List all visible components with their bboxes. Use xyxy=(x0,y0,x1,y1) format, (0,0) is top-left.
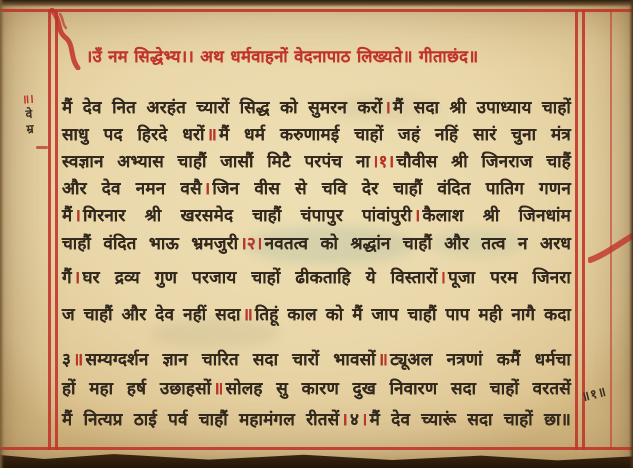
margin-note-line: म्र xyxy=(25,121,35,137)
text-segment: साधु पद हिरदे धरों xyxy=(62,125,205,145)
left-border-rule-outer xyxy=(48,10,51,450)
text-line xyxy=(62,347,571,374)
text-segment: ट्यूअल नत्रणां कमैं धर्मचा xyxy=(390,350,571,370)
margin-note-mark: ॥। xyxy=(21,91,35,107)
text-line xyxy=(62,95,571,122)
red-flourish-icon xyxy=(588,230,633,270)
text-segment: स्वज्ञान अभ्यास चाहौं जासौं मिटै परपंच ना xyxy=(62,152,371,172)
text-segment: चौवीस श्री जिनराज चाहैं xyxy=(396,152,571,172)
text-segment: चाहौं वंदित भाऊ भ्रमजुरी xyxy=(62,234,239,254)
red-danda-mark: । xyxy=(74,206,82,226)
page-right-edge xyxy=(629,0,633,468)
bottom-rule-line xyxy=(0,447,633,450)
red-danda-mark: ।२। xyxy=(240,234,263,254)
text-segment: जिन वीस से चवि देर चाहौं वंदित पातिग गणन xyxy=(212,179,571,199)
red-dash-mark xyxy=(36,146,48,149)
text-segment: गिरनार श्री खरसमेद चाहौं चंपापुर पांवांपुरी xyxy=(83,206,412,226)
text-segment: पूजा परम जिनरा xyxy=(448,268,571,288)
red-danda-mark: ॥ xyxy=(242,305,253,325)
red-danda-mark: ॥ xyxy=(206,125,217,145)
text-line xyxy=(62,376,571,403)
text-line xyxy=(62,149,571,176)
red-danda-mark: । xyxy=(341,410,348,430)
red-danda-mark: । xyxy=(413,206,421,226)
red-danda-mark: ॥ xyxy=(73,350,84,370)
text-segment: गैं xyxy=(62,268,72,288)
text-segment: और देव नमन वसै xyxy=(62,179,202,199)
text-line xyxy=(62,302,571,329)
text-segment: घर द्रव्य गुण परजाय चाहों ढीकताहि ये विस्तारों xyxy=(82,268,438,288)
text-line xyxy=(62,265,571,292)
margin-note-line: वे xyxy=(25,106,33,122)
left-border-rule-inner xyxy=(55,10,58,450)
red-danda-mark: । xyxy=(73,268,81,288)
invocation-header: ।उँ नम सिद्धेभ्य।। अथ धर्मवाहनों वेदनापाठ लिख्यते॥ गीताछंद॥ xyxy=(86,47,479,66)
text-line xyxy=(62,176,571,203)
text-segment: मैं देव नित अरहंत च्यारों सिद्ध को सुमरन करों xyxy=(62,98,383,118)
text-segment: मैं नित्यप्र ठाई पर्व चाहौं महामंगल रीतसें xyxy=(62,410,340,430)
red-danda-mark: । xyxy=(360,410,368,430)
right-border-rule-outer xyxy=(582,10,585,450)
folio-number: ॥१॥ xyxy=(580,384,609,406)
top-rule-line xyxy=(0,9,633,12)
red-danda-mark: । xyxy=(384,98,391,118)
text-line xyxy=(62,407,571,434)
text-segment: नवतत्व को श्रद्धांन चाहौं और तत्व न अरध xyxy=(264,234,571,254)
red-danda-mark: ॥ xyxy=(377,350,389,370)
page-left-edge xyxy=(0,0,4,468)
margin-note xyxy=(8,91,49,139)
text-segment: मैं धर्म करुणामई चाहों जहं नहिं सारं चुना मंत्र xyxy=(218,125,571,145)
text-line xyxy=(62,231,571,258)
text-line xyxy=(62,203,571,230)
red-flourish-icon xyxy=(44,8,86,74)
text-segment: मैं देव च्यारूं सदा चाहों छा॥ xyxy=(369,410,571,430)
text-line xyxy=(62,122,571,149)
text-segment: ४ xyxy=(349,410,359,430)
text-segment: मैं xyxy=(62,206,73,226)
text-segment: हों महा हर्ष उछाहसों xyxy=(62,379,212,399)
red-danda-mark: ॥ xyxy=(213,379,224,399)
text-segment: सम्यग्दर्शन ज्ञान चारित सदा चारों भावसों xyxy=(85,350,376,370)
red-danda-mark: ।१। xyxy=(372,152,395,172)
page-top-edge xyxy=(0,0,633,7)
text-segment: ज चाहौं और देव नहीं सदा xyxy=(62,305,241,325)
right-border-rule-inner xyxy=(575,10,578,450)
text-segment: मैं सदा श्री उपाध्याय चाहों xyxy=(392,98,571,118)
red-danda-mark: । xyxy=(439,268,447,288)
text-segment: कैलाश श्री जिनधांम xyxy=(422,206,571,226)
text-lines xyxy=(62,95,571,434)
page-bottom-edge xyxy=(0,448,633,468)
red-danda-mark: । xyxy=(203,179,211,199)
text-segment: ३ xyxy=(62,350,72,370)
text-segment: सोलह सु कारण दुख निवारण सदा चाहों वरतसें xyxy=(225,379,572,399)
text-segment: तिहूं काल को मैं जाप चाहौं पाप मही नागै कदा xyxy=(254,305,571,325)
